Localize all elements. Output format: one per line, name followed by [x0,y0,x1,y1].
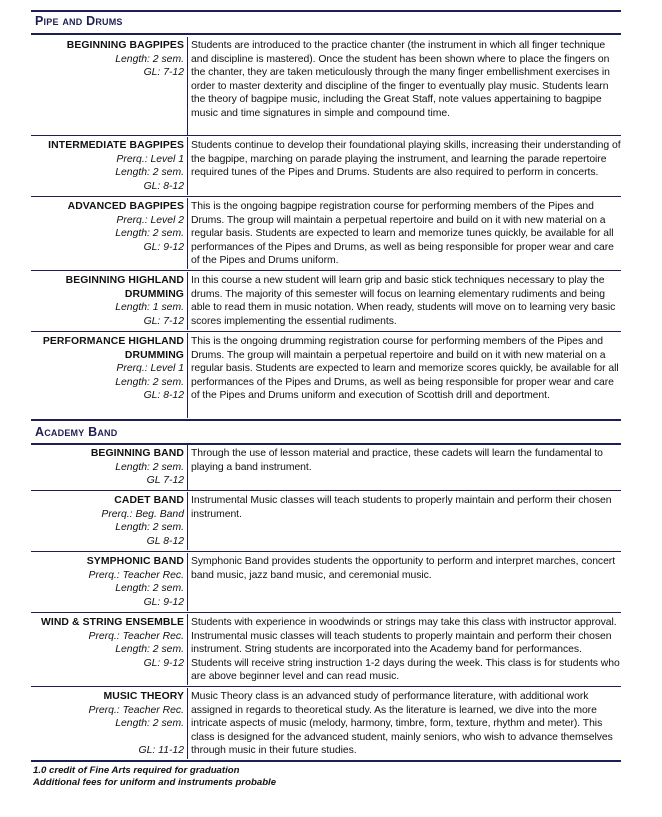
course-prerequisite: Prerq.: Teacher Rec. [88,630,184,642]
course-description: Symphonic Band provides students the opportunity to perform and interpret marches, concert band music, jazz band music, and ceremonial music. [187,553,621,611]
course-description: Instrumental Music classes will teach students to properly maintain and perform their chosen instrument. [187,492,621,550]
course-separator [31,331,621,332]
course-description: This is the ongoing drumming registration course for performing members of the Pipes and Drums. The group will maintain a perpetual repertoire and build on it with new material on a regular basis. Students are expected to learn and memorize scores quickly, be available for all performances of the Pipes and Drums, as well as being responsible for proper wear and care of the Pipes and Drums uniform and execution of Scottish drill and deportment. [187,333,621,418]
course-music-theory [31,688,621,759]
section-heading-band: Academy Band [35,425,118,439]
course-separator [31,135,621,136]
course-name: MUSIC THEORY [103,691,184,702]
course-meta [31,553,187,611]
course-advanced-bagpipes [31,198,621,269]
course-beginning-band [31,445,621,490]
course-meta [31,272,187,330]
course-grade-level: GL: 7-12 [143,67,184,79]
footnote-credit: 1.0 credit of Fine Arts required for graduation [33,765,240,776]
course-length: Length: 2 sem. [115,644,184,656]
course-description: Students with experience in woodwinds or strings may take this class with instructor approval. Instrumental music classes will teach students to properly maintain and perform their chosen instrument. String students are incorporated into the Academy band for performances. Students will receive string instruction 1-2 days during the week. This class is for students who are above beginner level and can read music. [187,614,621,685]
course-meta [31,445,187,490]
course-wind-string-ensemble [31,614,621,685]
course-grade-level: GL 8-12 [146,535,184,547]
course-meta [31,614,187,685]
course-separator [31,686,621,687]
course-description: This is the ongoing bagpipe registration course for performing members of the Pipes and Drums. The group will maintain a perpetual repertoire and build on it with new material on a regular basis. Students are expected to learn and memorize tunes quickly, be available for all performances of the Pipes and Drums, as well as being responsible for proper wear and care of the Pipes and Drums uniform. [187,198,621,269]
course-length: Length: 2 sem. [115,53,184,65]
course-separator [31,196,621,197]
footnote-fees: Additional fees for uniform and instruments probable [33,777,277,788]
course-separator [31,612,621,613]
course-prerequisite: Prerq.: Level 1 [116,153,184,165]
course-length: Length: 2 sem. [115,376,184,388]
course-intermediate-bagpipes [31,137,621,195]
section-heading-pipes: Pipe and Drums [35,14,123,28]
course-meta [31,492,187,550]
course-beginning-bagpipes [31,37,621,135]
course-length: Length: 2 sem. [115,228,184,240]
course-name: SYMPHONIC BAND [86,556,184,567]
course-grade-level: GL: 9-12 [143,241,184,253]
course-beginning-highland-drumming [31,272,621,330]
course-length: Length: 2 sem. [115,167,184,179]
course-separator [31,270,621,271]
course-name: CADET BAND [114,495,184,506]
course-name: PERFORMANCE HIGHLAND DRUMMING [42,336,184,361]
course-performance-highland-drumming [31,333,621,418]
course-grade-level: GL: 7-12 [143,315,184,327]
course-name: BEGINNING BAGPIPES [66,40,184,51]
course-separator [31,551,621,552]
course-prerequisite: Prerq.: Level 1 [116,363,184,375]
course-name: ADVANCED BAGPIPES [67,201,184,212]
course-length: Length: 2 sem. [115,461,184,473]
section-heading-rule [31,33,621,35]
course-length: Length: 2 sem. [115,583,184,595]
course-name: BEGINNING BAND [90,448,184,459]
course-description: Students continue to develop their foundational playing skills, increasing their understanding of the bagpipe, marching on parade playing the instrument, and learning the parade repertoire required tunes of the Pipes and Drums. Students are also required to perform in concerts. [187,137,621,195]
course-prerequisite: Prerq.: Teacher Rec. [88,569,184,581]
course-prerequisite: Prerq.: Beg. Band [101,508,184,520]
course-prerequisite: Prerq.: Teacher Rec. [88,704,184,716]
course-cadet-band [31,492,621,550]
course-grade-level: GL: 8-12 [143,180,184,192]
course-symphonic-band [31,553,621,611]
course-length: Length: 2 sem. [115,522,184,534]
course-grade-level: GL: 9-12 [143,596,184,608]
section-bottom-rule [31,760,621,762]
course-meta [31,688,187,759]
course-name: INTERMEDIATE BAGPIPES [48,140,184,151]
course-length: Length: 2 sem. [115,718,184,730]
section-top-rule [31,419,621,421]
course-description: Through the use of lesson material and practice, these cadets will learn the fundamental to playing a band instrument. [187,445,621,490]
section-top-rule [31,10,621,12]
course-meta [31,333,187,418]
course-meta [31,198,187,269]
course-separator [31,490,621,491]
course-meta [31,37,187,135]
course-name: WIND & STRING ENSEMBLE [40,617,184,628]
course-description: Music Theory class is an advanced study of performance literature, with additional work assigned in regards to theoretical study. As the literature is learned, we dive into the more intricate aspects of music (melody, harmony, timbre, form, texture, rhythm and meter). This class is designed for the advanced student, mainly seniors, who wish to advance themselves through music in their future studies. [187,688,621,759]
course-grade-level: GL 7-12 [146,475,184,487]
course-name: BEGINNING HIGHLAND DRUMMING [65,275,184,300]
course-prerequisite: Prerq.: Level 2 [116,214,184,226]
course-grade-level: GL: 9-12 [143,657,184,669]
course-description: In this course a new student will learn grip and basic stick techniques necessary to play the drums. The majority of this semester will focus on learning elementary rudiments and being able to read them in music notation. When ready, students will move on to learning very basic scores implementing the essential rudiments. [187,272,621,330]
course-grade-level: GL: 11-12 [138,745,184,757]
course-grade-level: GL: 8-12 [143,390,184,402]
course-meta [31,137,187,195]
course-description: Students are introduced to the practice chanter (the instrument in which all finger technique and discipline is mastered). Once the student has been shown where to place the fingers on the chanter, they are taken meticulously through the many finger embellishment exercises in order to master dexterity and discipline of the finger to eventually play music. Students learn the theory of bagpipe music, including the Great Staff, note values appertaining to bagpipe music and time signatures in simple and compound time. [187,37,621,135]
course-length: Length: 1 sem. [115,302,184,314]
